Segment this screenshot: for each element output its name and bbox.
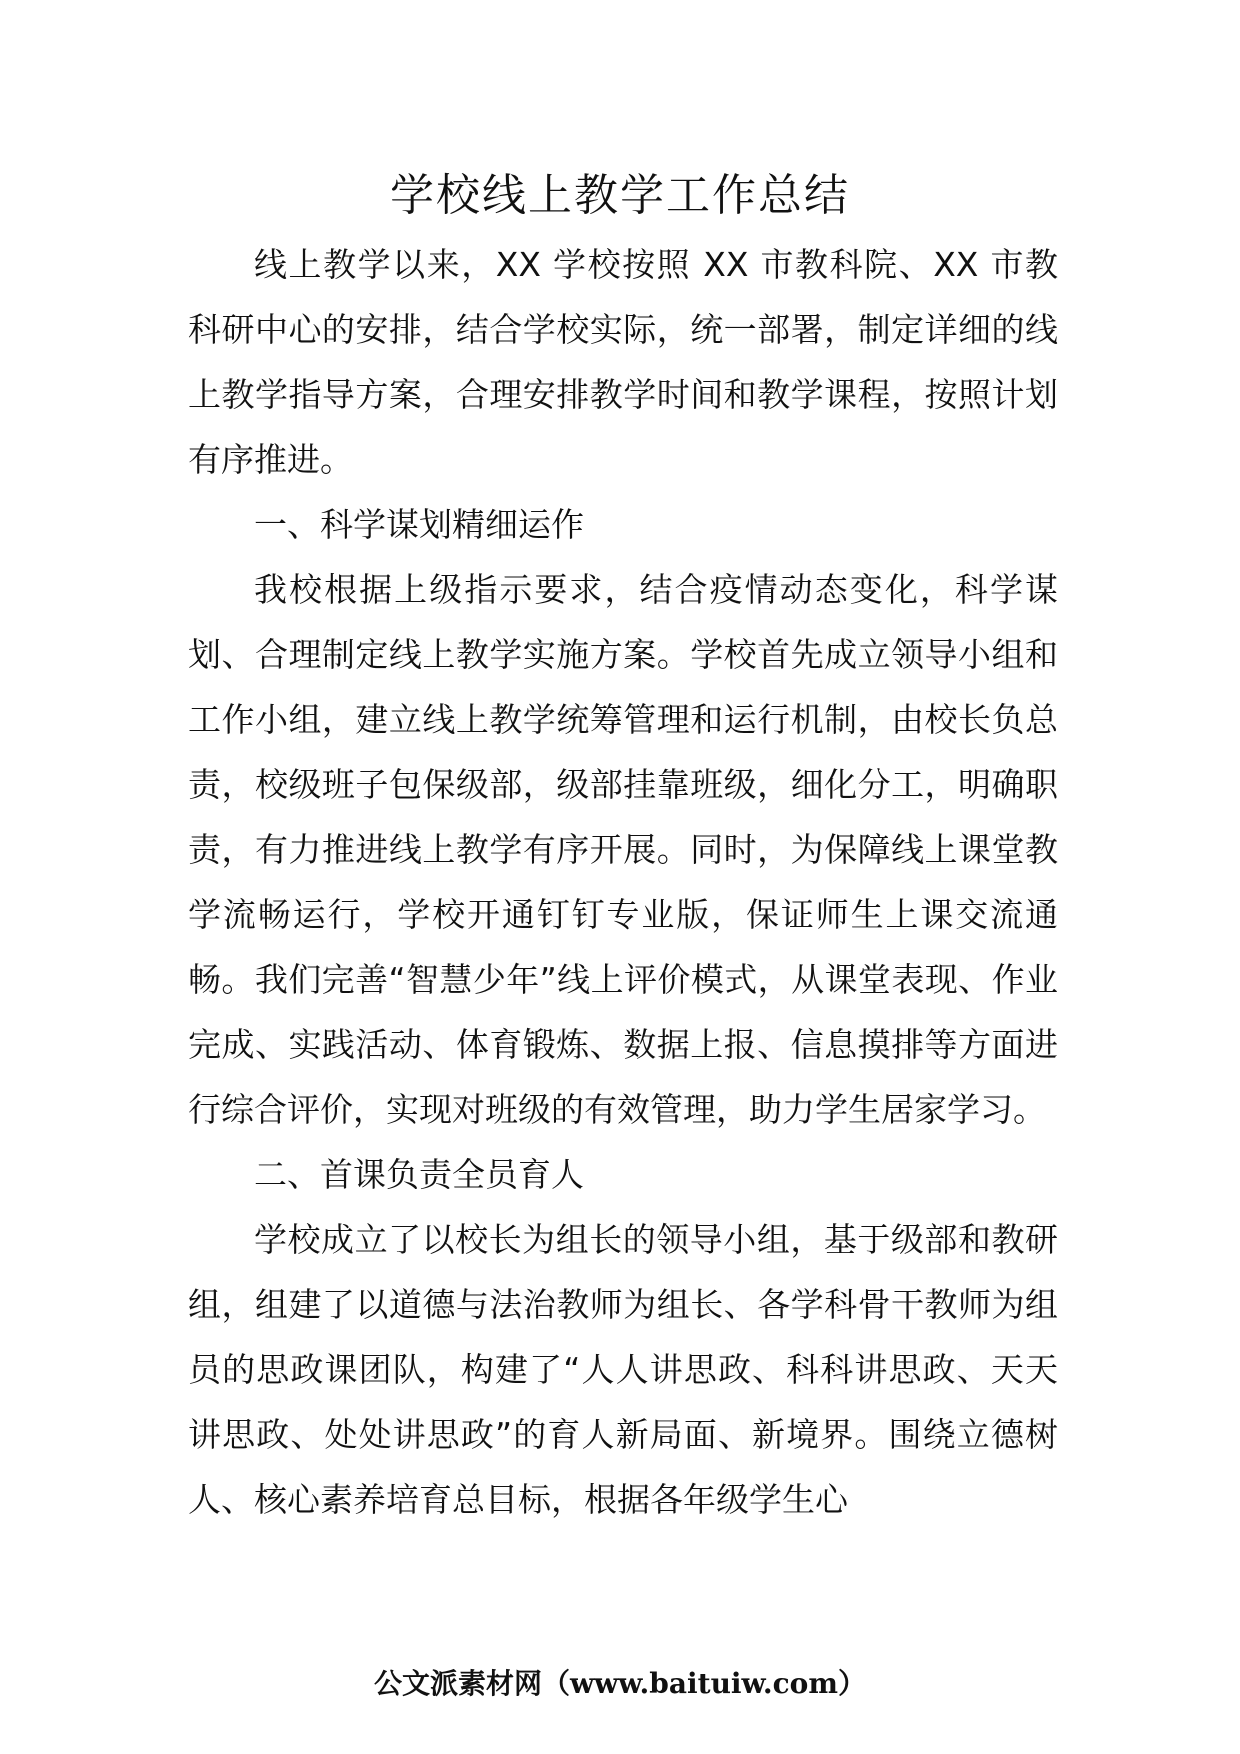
footer-watermark: 公文派素材网（www.baituiw.com） — [374, 1667, 866, 1700]
document-title: 学校线上教学工作总结 — [390, 170, 850, 221]
paragraph-section-1: 我校根据上级指示要求，结合疫情动态变化，科学谋划、合理制定线上教学实施方案。学校首先成立领导小组和工作小组，建立线上教学统筹管理和运行机制，由校长负总责，校级班子包保级部，级部挂靠班级，细化分工，明确职责，有力推进线上教学有序开展。同时，为保障线上课堂教学流畅运行，学校开通钉钉专业版，保证师生上课交流通畅。我们完善“智慧少年”线上评价模式，从课堂表现、作业完成、实践活动、体育锻炼、数据上报、信息摸排等方面进行综合评价，实现对班级的有效管理，助力学生居家学习。 — [188, 570, 1058, 1129]
paragraph-intro: 线上教学以来，XX 学校按照 XX 市教科院、XX 市教科研中心的安排，结合学校实际，统一部署，制定详细的线上教学指导方案，合理安排教学时间和教学课程，按照计划有序推进。 — [188, 245, 1058, 479]
paragraph-section-2: 学校成立了以校长为组长的领导小组，基于级部和教研组，组建了以道德与法治教师为组长、各学科骨干教师为组员的思政课团队，构建了“人人讲思政、科科讲思政、天天讲思政、处处讲思政”的育人新局面、新境界。围绕立德树人、核心素养培育总目标，根据各年级学生心 — [188, 1220, 1058, 1519]
document-body — [188, 232, 1058, 1532]
section-heading-2: 二、首课负责全员育人 — [254, 1155, 584, 1194]
section-heading-1: 一、科学谋划精细运作 — [254, 505, 584, 544]
